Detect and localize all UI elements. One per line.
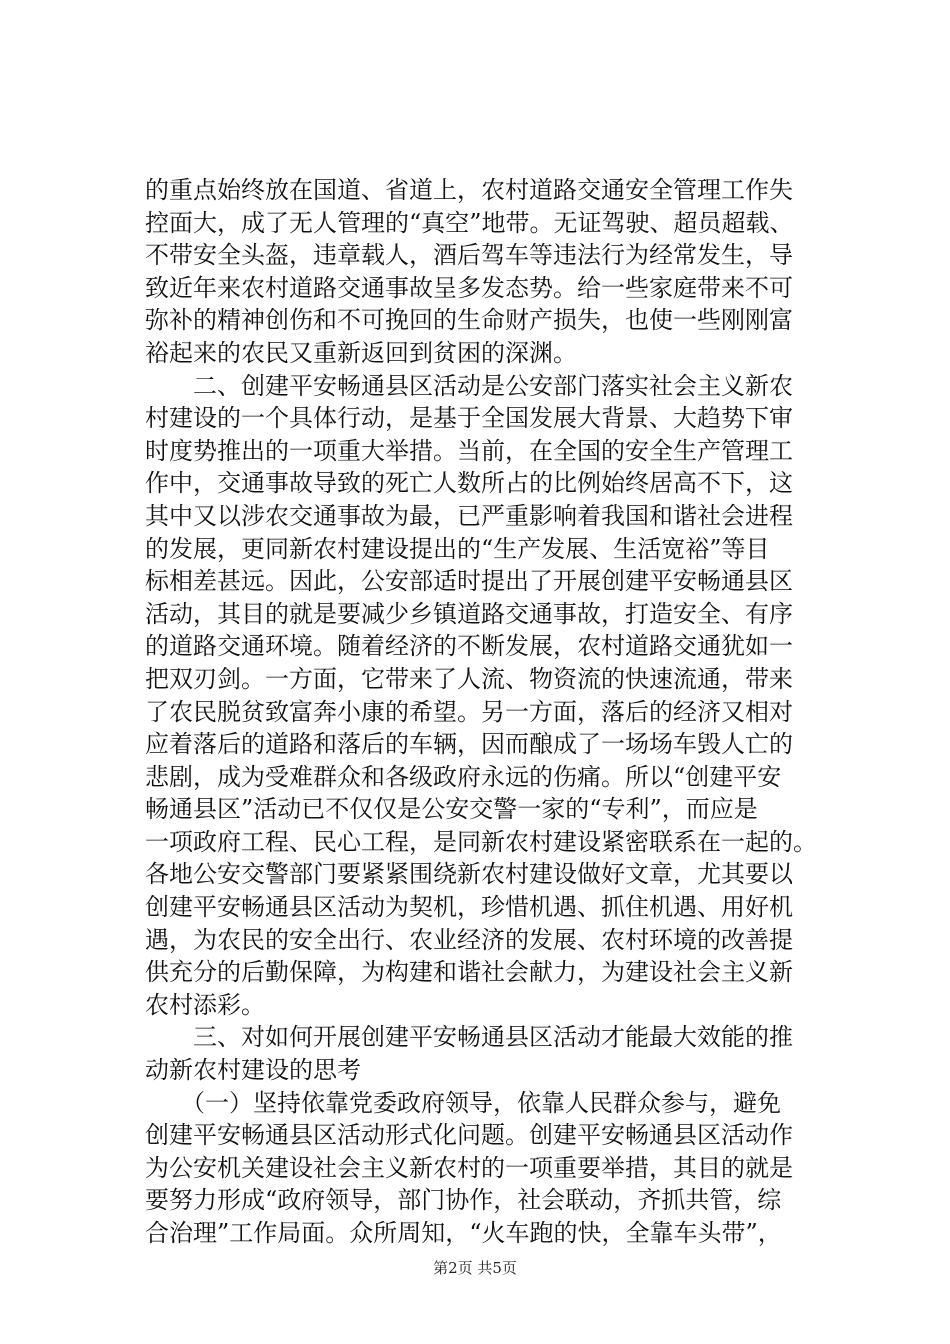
text-line: 时度势推出的一项重大举措。当前，在全国的安全生产管理工 (145, 436, 793, 465)
text-line: 的发展，更同新农村建设提出的“生产发展、生活宽裕”等目 (145, 534, 770, 563)
text-line: 标相差甚远。因此，公安部适时提出了开展创建平安畅通县区 (145, 567, 793, 596)
text-line: 供充分的后勤保障，为构建和谐社会献力，为建设社会主义新 (145, 958, 793, 987)
text-line: 活动，其目的就是要减少乡镇道路交通事故，打造安全、有序 (145, 599, 793, 628)
text-line: 合治理”工作局面。众所周知，“火车跑的快，全靠车头带”， (145, 1219, 782, 1247)
text-line: 遇，为农民的安全出行、农业经济的发展、农村环境的改善提 (145, 925, 793, 954)
text-line: 农村添彩。 (145, 990, 265, 1019)
text-line: 致近年来农村道路交通事故呈多发态势。给一些家庭带来不可 (145, 273, 793, 302)
text-line: 把双刃剑。一方面，它带来了人流、物资流的快速流通，带来 (145, 664, 793, 693)
text-line: 三、对如何开展创建平安畅通县区活动才能最大效能的推 (145, 1023, 793, 1052)
text-line: （一）坚持依靠党委政府领导，依靠人民群众参与，避免 (145, 1088, 781, 1117)
text-line: 为公安机关建设社会主义新农村的一项重要举措，其目的就是 (145, 1153, 793, 1182)
text-line: 的重点始终放在国道、省道上，农村道路交通安全管理工作失 (145, 176, 793, 204)
text-line: 了农民脱贫致富奔小康的希望。另一方面，落后的经济又相对 (145, 697, 793, 726)
text-line: 畅通县区”活动已不仅仅是公安交警一家的“专利”，而应是 (145, 795, 758, 824)
text-line: 作中，交通事故导致的死亡人数所占的比例始终居高不下，这 (145, 469, 793, 498)
text-line: 裕起来的农民又重新返回到贫困的深渊。 (145, 338, 577, 367)
text-line: 创建平安畅通县区活动为契机，珍惜机遇、抓住机遇、用好机 (145, 893, 793, 922)
text-line: 不带安全头盔，违章载人，酒后驾车等违法行为经常发生，导 (145, 241, 793, 270)
text-line: 一项政府工程、民心工程，是同新农村建设紧密联系在一起的。 (145, 827, 817, 856)
text-line: 要努力形成“政府领导，部门协作，社会联动，齐抓共管，综 (145, 1186, 782, 1215)
text-line: 悲剧，成为受难群众和各级政府永远的伤痛。所以“创建平安 (145, 762, 782, 791)
text-line: 动新农村建设的思考 (145, 1056, 361, 1085)
body-text (145, 174, 845, 1250)
text-line: 弥补的精神创伤和不可挽回的生命财产损失，也使一些刚刚富 (145, 306, 793, 335)
text-line: 其中又以涉农交通事故为最，已严重影响着我国和谐社会进程 (145, 501, 793, 530)
text-line: 创建平安畅通县区活动形式化问题。创建平安畅通县区活动作 (145, 1121, 793, 1150)
text-line: 二、创建平安畅通县区活动是公安部门落实社会主义新农 (145, 371, 793, 400)
text-line: 的道路交通环境。随着经济的不断发展，农村道路交通犹如一 (145, 632, 793, 661)
page-number-footer: 第2页 共5页 (433, 1259, 517, 1277)
text-line: 控面大，成了无人管理的“真空”地带。无证驾驶、超员超载、 (145, 208, 794, 237)
text-line: 应着落后的道路和落后的车辆，因而酿成了一场场车毁人亡的 (145, 730, 793, 759)
text-line: 村建设的一个具体行动，是基于全国发展大背景、大趋势下审 (145, 404, 793, 433)
text-line: 各地公安交警部门要紧紧围绕新农村建设做好文章，尤其要以 (145, 860, 793, 889)
